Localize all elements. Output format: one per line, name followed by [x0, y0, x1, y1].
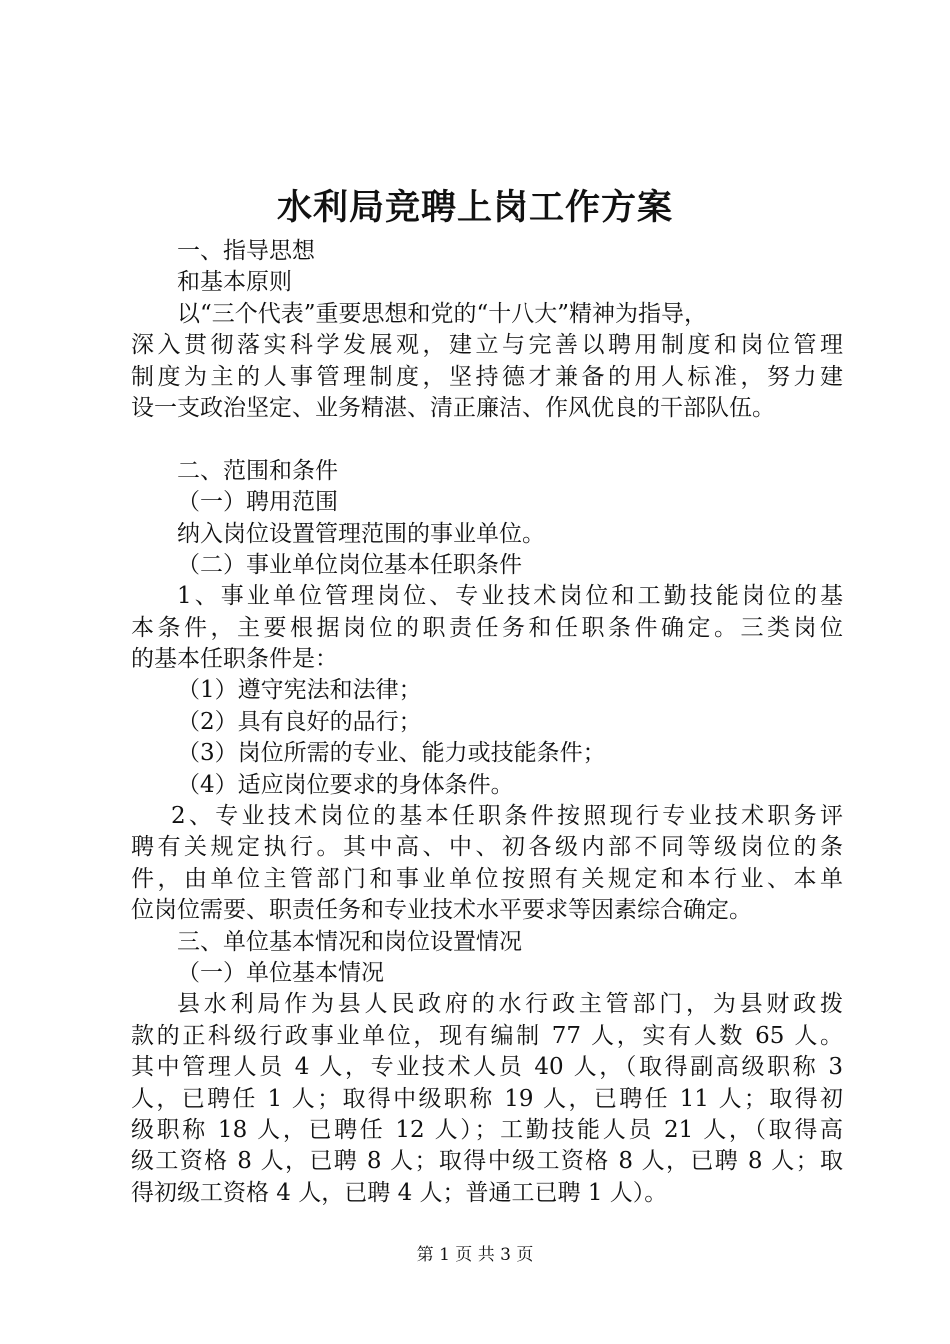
- paragraph-line: 2、专业技术岗位的基本任职条件按照现行专业技术职务评: [171, 803, 843, 830]
- list-item: （3）岗位所需的专业、能力或技能条件；: [177, 740, 606, 767]
- paragraph-line: 其中管理人员 4 人，专业技术人员 40 人，（取得副高级职称 3: [131, 1054, 843, 1081]
- section-heading: 一、指导思想: [177, 238, 315, 264]
- subsection-heading: （二）事业单位岗位基本任职条件: [177, 551, 522, 578]
- paragraph-line: 深入贯彻落实科学发展观，建立与完善以聘用制度和岗位管理: [131, 332, 843, 359]
- paragraph-line: 制度为主的人事管理制度，坚持德才兼备的用人标准，努力建: [131, 363, 843, 390]
- paragraph-line: 级职称 18 人，已聘任 12 人）；工勤技能人员 21 人，（取得高: [131, 1116, 843, 1143]
- section-heading: 二、范围和条件: [177, 457, 338, 484]
- paragraph-line: 位岗位需要、职责任务和专业技术水平要求等因素综合确定。: [131, 897, 752, 924]
- paragraph-line: 级工资格 8 人，已聘 8 人；取得中级工资格 8 人，已聘 8 人；取: [131, 1148, 843, 1175]
- page-number-footer: 第 1 页 共 3 页: [416, 1245, 534, 1265]
- list-item: （2）具有良好的品行；: [177, 708, 422, 735]
- paragraph-line: 以“三个代表”重要思想和党的“十八大”精神为指导，: [177, 300, 708, 327]
- paragraph-line: 款的正科级行政事业单位，现有编制 77 人，实有人数 65 人。: [131, 1022, 843, 1049]
- paragraph-line: 1、事业单位管理岗位、专业技术岗位和工勤技能岗位的基: [177, 583, 843, 610]
- paragraph-line: 得初级工资格 4 人，已聘 4 人；普通工已聘 1 人）。: [131, 1179, 668, 1206]
- blank-line: [131, 424, 843, 455]
- list-item: （1）遵守宪法和法律；: [177, 677, 422, 704]
- document-body: [131, 236, 843, 1209]
- list-item: （4）适应岗位要求的身体条件。: [177, 771, 514, 798]
- paragraph-line: 纳入岗位设置管理范围的事业单位。: [177, 520, 545, 547]
- paragraph-line: 聘有关规定执行。其中高、中、初各级内部不同等级岗位的条: [131, 834, 843, 861]
- paragraph-line: 的基本任职条件是：: [131, 646, 338, 673]
- section-heading: 三、单位基本情况和岗位设置情况: [177, 928, 522, 955]
- paragraph-line: 件，由单位主管部门和事业单位按照有关规定和本行业、本单: [131, 865, 843, 892]
- subsection-heading: （一）聘用范围: [177, 489, 338, 516]
- paragraph-line: 县水利局作为县人民政府的水行政主管部门，为县财政拨: [177, 991, 843, 1018]
- paragraph-line: 人，已聘任 1 人；取得中级职称 19 人，已聘任 11 人；取得初: [131, 1085, 843, 1112]
- section-heading-continued: 和基本原则: [177, 269, 292, 296]
- subsection-heading: （一）单位基本情况: [177, 959, 384, 986]
- paragraph-line: 本条件，主要根据岗位的职责任务和任职条件确定。三类岗位: [131, 614, 843, 641]
- document-title: 水利局竞聘上岗工作方案: [276, 187, 673, 228]
- paragraph-line: 设一支政治坚定、业务精湛、清正廉洁、作风优良的干部队伍。: [131, 394, 775, 421]
